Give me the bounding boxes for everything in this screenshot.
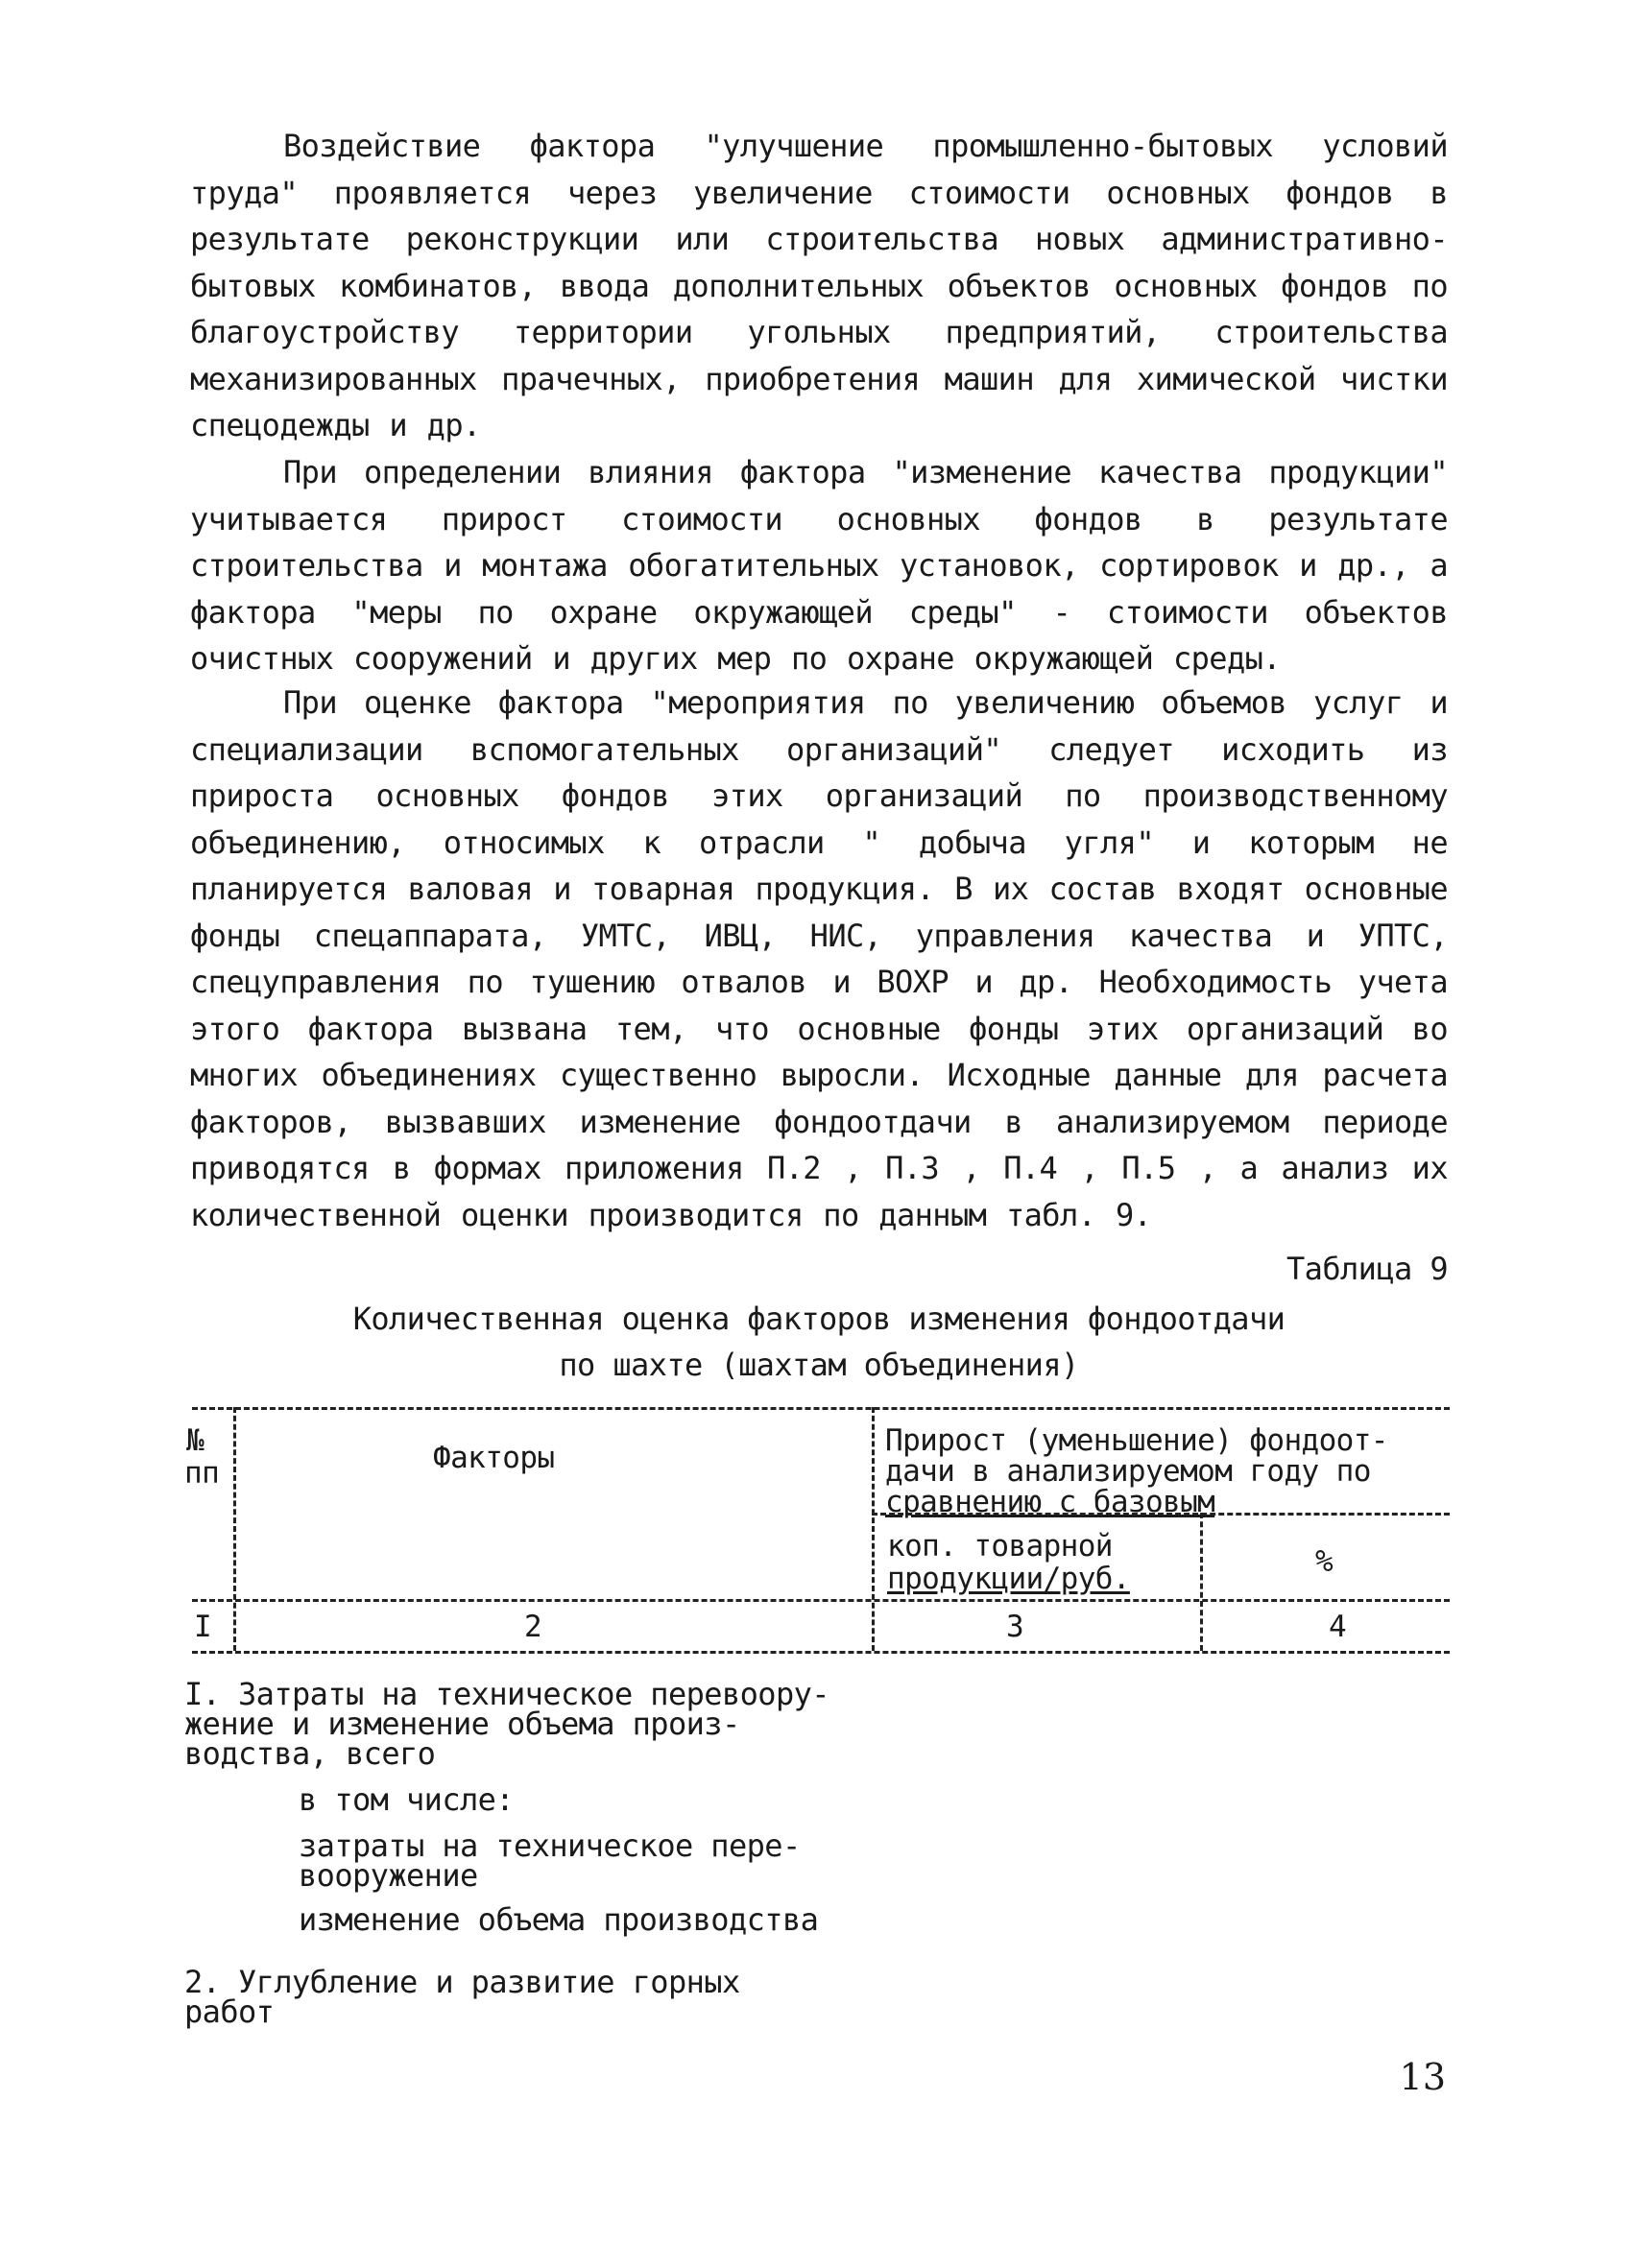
table-top-rule [192, 1407, 1450, 1410]
factor-row-1a: затраты на техническое пере- вооружение [299, 1827, 801, 1894]
page-number: 13 [1399, 2056, 1446, 2098]
header-num-pp: пп [184, 1456, 220, 1491]
column-number-1: I [194, 1610, 212, 1644]
column-number-2: 2 [524, 1610, 542, 1644]
kop-column-rule [1200, 1513, 1203, 1651]
factor-row-2: 2. Углубление и развитие горных работ [184, 1964, 740, 2030]
paragraph-working-conditions: Воздействие фактора "улучшение промышленно-бытовых условий труда" проявляется через увеличение стоимости основных фондов в результате реконструкции или строительства новых административно-бытовых комбинатов, ввода дополнительных объектов основных фондов по благоустройству территории угольных предприятий, строительства механизированных прачечных, приобретения машин для химической чистки спецодежды и др. [190, 128, 1448, 443]
header-bottom-rule [192, 1599, 1450, 1602]
table-bottom-rule [192, 1651, 1450, 1654]
factor-row-1-including: в том числе: [299, 1781, 514, 1818]
header-kop-line-1: коп. товарной [887, 1529, 1113, 1564]
header-growth-line-3: сравнению с базовым [885, 1485, 1215, 1519]
factor-row-1b: изменение объема производства [299, 1901, 819, 1938]
num-column-rule [233, 1407, 236, 1651]
column-number-4: 4 [1329, 1610, 1347, 1644]
factors-table-header [180, 1407, 1450, 1668]
table-title [190, 1296, 1448, 1388]
table-label: Таблица 9 [1286, 1251, 1448, 1287]
header-factors: Факторы [433, 1441, 555, 1475]
column-number-3: 3 [1006, 1610, 1024, 1644]
header-percent: % [1315, 1544, 1334, 1579]
paragraph-auxiliary-services: При оценке фактора "мероприятия по увеличению объемов услуг и специализации вспомогательных организаций" следует исходить из прироста основных фондов этих организаций по производственному объединению, относимых к отрасли " добыча угля" и которым не планируется валовая и товарная продукция. В их состав входят основные фонды спецаппарата, УМТС, ИВЦ, НИС, управления качества и УПТС, спецуправления по тушению отвалов и ВОХР и др. Необходимость учета этого фактора вызвана тем, что основные фонды этих организаций во многих объединениях существенно выросли. Исходные данные для расчета факторов, вызвавших изменение фондоотдачи в анализируемом периоде приводятся в формах приложения П.2 , П.3 , П.4 , П.5 , а анализ их количественной оценки производится по данным табл. 9. [190, 684, 1448, 1233]
factors-column-rule [872, 1407, 875, 1651]
header-num-symbol: № [186, 1423, 204, 1458]
table-title-line-2: по шахте (шахтам объединения) [559, 1347, 1079, 1383]
table-title-line-1: Количественная оценка факторов изменения фондоотдачи [352, 1301, 1286, 1337]
header-kop-line-2: продукции/руб. [887, 1562, 1130, 1596]
factor-row-1: I. Затраты на техническое перевоору- жение и изменение объема произ- водства, всего [184, 1676, 829, 1772]
header-growth-line-1: Прирост (уменьшение) фондоот- [885, 1423, 1388, 1458]
paragraph-product-quality: При определении влияния фактора "изменение качества продукции" учитывается прирост стоимости основных фондов в результате строительства и монтажа обогатительных установок, сортировок и др., а фактора "меры по охране окружающей среды" - стоимости объектов очистных сооружений и других мер по охране окружающей среды. [190, 454, 1448, 677]
header-growth-line-2: дачи в анализируемом году по [885, 1454, 1371, 1489]
